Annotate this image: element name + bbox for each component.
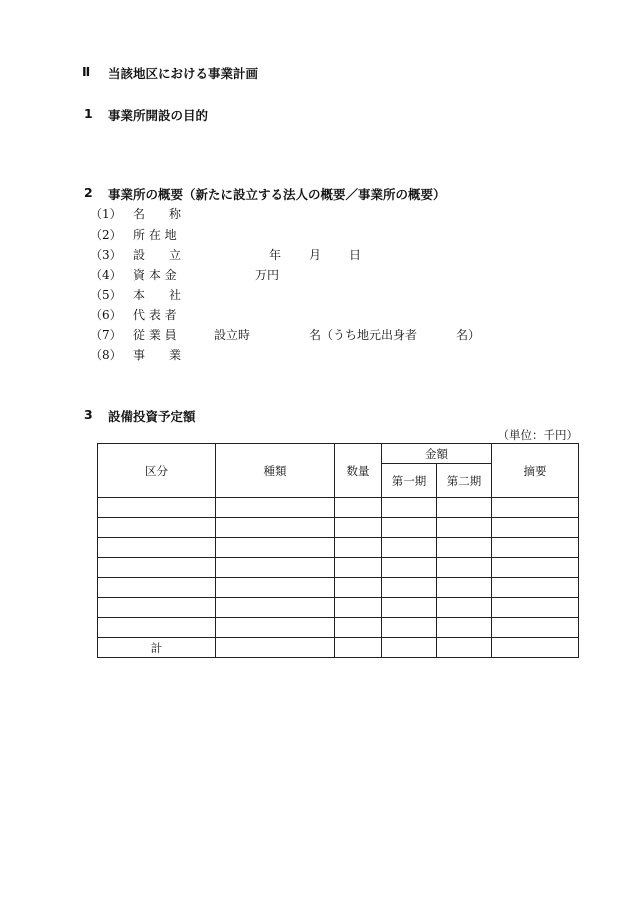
col-header-remarks: 摘要 [492,444,579,498]
table-cell[interactable] [335,578,382,598]
table-cell[interactable] [98,618,216,638]
item-6-label: 代 表 者 [133,308,177,322]
table-cell[interactable] [216,538,335,558]
item-3-year: 年 [269,248,282,262]
table-row [98,598,579,618]
table-cell[interactable] [492,498,579,518]
item-7-no: （7） [90,328,122,342]
item-6-no: （6） [90,308,122,322]
table-cell[interactable] [216,558,335,578]
table-cell[interactable] [492,598,579,618]
table-cell[interactable] [437,498,492,518]
table-cell[interactable] [382,638,437,658]
total-label: 計 [98,638,216,658]
table-row [98,498,579,518]
col-header-category: 区分 [98,444,216,498]
table-cell[interactable] [98,558,216,578]
item-8-label: 事 業 [133,348,182,362]
item-1-label: 名 称 [133,207,182,221]
col-header-period1: 第一期 [382,464,437,498]
s3-number: 3 [84,407,93,422]
table-cell[interactable] [437,638,492,658]
item-1-no: （1） [90,207,122,221]
item-7-at-founding: 設立時 [214,328,251,342]
table-cell[interactable] [335,598,382,618]
table-row-total [98,638,579,658]
table-cell[interactable] [382,518,437,538]
table-row [98,618,579,638]
table-row [98,558,579,578]
item-2-no: （2） [90,228,122,242]
table-cell[interactable] [216,518,335,538]
item-7-count-close: 名） [456,328,481,342]
table-cell[interactable] [492,518,579,538]
table-cell[interactable] [382,538,437,558]
table-cell[interactable] [335,558,382,578]
item-4-label: 資 本 金 [133,268,177,282]
item-4-no: （4） [90,268,122,282]
table-cell[interactable] [437,558,492,578]
item-3-day: 日 [349,248,362,262]
table-cell[interactable] [98,518,216,538]
s3-title: 設備投資予定額 [108,409,196,424]
table-cell[interactable] [335,638,382,658]
table-cell[interactable] [492,638,579,658]
col-header-period2: 第二期 [437,464,492,498]
table-cell[interactable] [216,618,335,638]
table-cell[interactable] [437,518,492,538]
table-cell[interactable] [382,578,437,598]
item-3-label: 設 立 [133,248,182,262]
table-cell[interactable] [437,618,492,638]
table-cell[interactable] [437,578,492,598]
table-cell[interactable] [335,618,382,638]
item-3-month: 月 [309,248,322,262]
table-cell[interactable] [335,518,382,538]
item-7-label: 従 業 員 [133,328,177,342]
table-cell[interactable] [492,538,579,558]
s2-title: 事業所の概要（新たに設立する法人の概要／事業所の概要） [108,187,446,202]
s1-title: 事業所開設の目的 [108,108,209,123]
col-header-type: 種類 [216,444,335,498]
table-row [98,518,579,538]
table-cell[interactable] [335,538,382,558]
table-cell[interactable] [216,578,335,598]
table-body [98,498,579,658]
table-row [98,578,579,598]
item-3-no: （3） [90,248,122,262]
table-cell[interactable] [98,538,216,558]
table-cell[interactable] [216,638,335,658]
item-8-no: （8） [90,348,122,362]
table-cell[interactable] [98,598,216,618]
col-header-amount: 金額 [382,444,492,464]
investment-table [97,443,579,658]
s1-number: 1 [84,106,93,121]
s2-number: 2 [84,185,93,200]
table-cell[interactable] [492,618,579,638]
unit-note: （単位：千円） [497,428,578,442]
item-4-unit: 万円 [255,268,280,282]
table-cell[interactable] [98,578,216,598]
table-cell[interactable] [382,558,437,578]
item-2-label: 所 在 地 [133,228,177,242]
col-header-quantity: 数量 [335,444,382,498]
table-cell[interactable] [437,538,492,558]
table-row [98,538,579,558]
table-cell[interactable] [382,598,437,618]
table-cell[interactable] [437,598,492,618]
table-cell[interactable] [335,498,382,518]
item-7-count-unit: 名（うち地元出身者 [309,328,418,342]
item-5-label: 本 社 [133,288,182,302]
table-cell[interactable] [216,498,335,518]
table-cell[interactable] [492,558,579,578]
table-cell[interactable] [216,598,335,618]
table-cell[interactable] [492,578,579,598]
section-numeral: Ⅱ [82,64,91,79]
section-title: 当該地区における事業計画 [108,66,259,81]
table-cell[interactable] [98,498,216,518]
item-5-no: （5） [90,288,122,302]
table-cell[interactable] [382,498,437,518]
table-cell[interactable] [382,618,437,638]
